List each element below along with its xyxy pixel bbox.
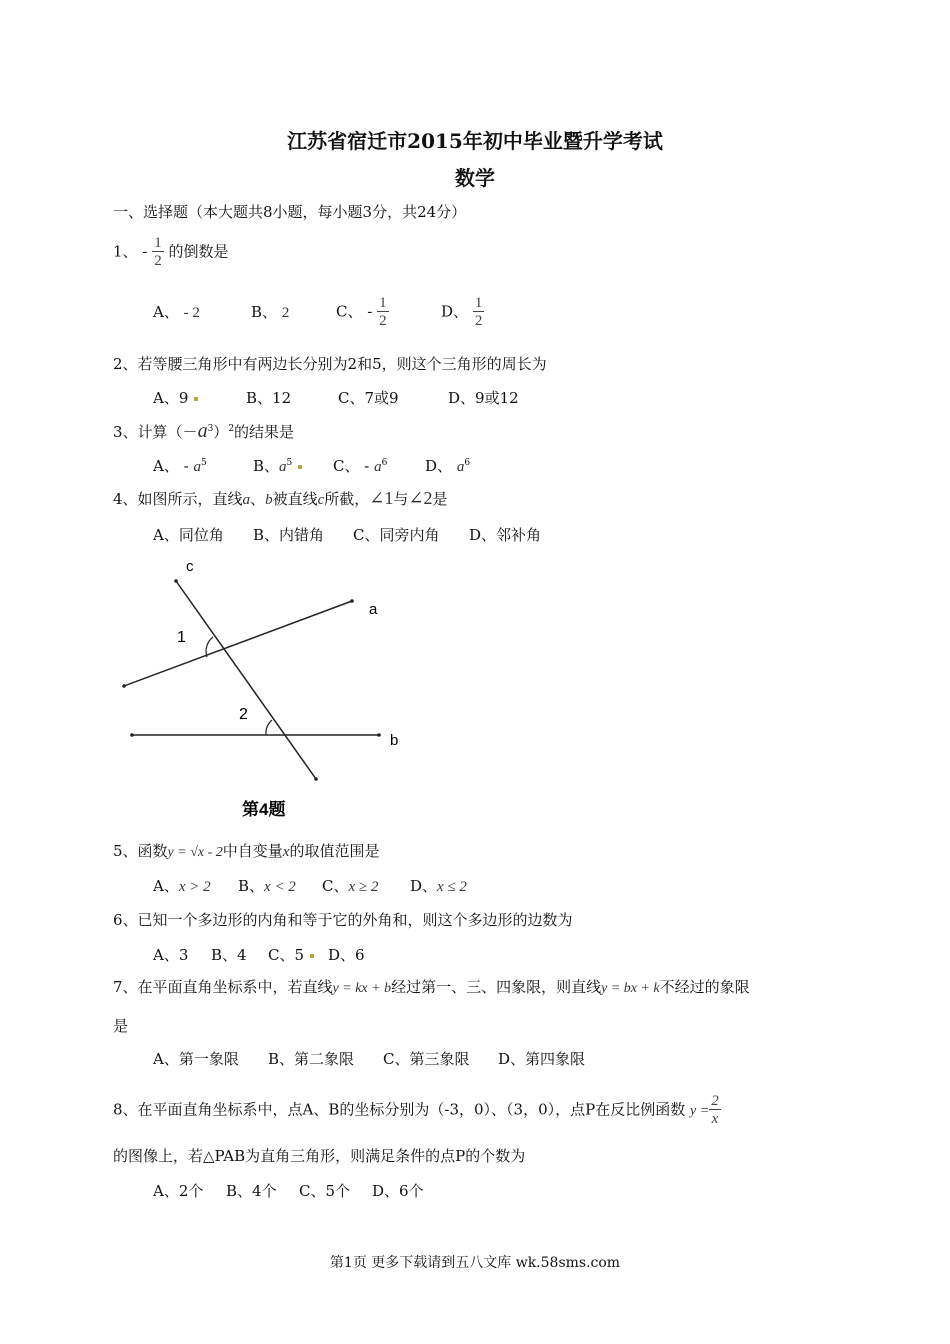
q3-expr-close: ） [213,423,229,441]
point-c-start [314,777,318,781]
q4-var-c: c [317,492,325,508]
q6-mark [310,954,314,958]
q8-continuation: 的图像上，若△PAB为直角三角形，则满足条件的点P的个数为 [113,1147,526,1165]
q4-mid2: 所截， [324,490,370,508]
q5-var: x [282,844,290,860]
q3-expr-outer-exp: 2 [228,424,235,434]
q4-var-b: b [265,492,273,508]
q3-c-exp: 6 [381,458,388,468]
q1-option-a [153,301,251,322]
q5-b-value: x < 2 [264,879,296,895]
q3-a-var: a [193,459,201,475]
q3-option-b [253,455,333,476]
q3-b-label: B、 [253,457,280,475]
q3-d-label: D、 [425,457,453,475]
q3-a-exp: 5 [200,458,207,468]
q4-suffix: 是 [432,490,448,508]
label-a: a [369,601,378,618]
q8-func-lhs: y = [690,1103,710,1119]
q5-c-value: x ≥ 2 [348,879,379,895]
q8-options [153,1180,424,1201]
q3-b-var: a [279,459,287,475]
q3-mark [298,465,302,469]
q2-option-a [153,387,246,408]
q1-b-value: 2 [281,304,290,321]
q6-option-a: A、3 [153,946,189,964]
line-c [176,581,316,779]
q1-b-label: B、 [251,302,278,321]
q2-a-text: A、9 [153,389,189,407]
line-a [124,601,352,686]
q3-b-exp: 5 [286,458,293,468]
q6-option-c [268,944,328,965]
q1-suffix: 的倒数是 [168,242,229,261]
q8-option-d: D、6个 [372,1182,424,1200]
section-heading: 一、选择题（本大题共8小题，每小题3分，共24分） [113,203,467,221]
q4-options [153,524,541,545]
q1-d-fraction [473,296,485,329]
q6-option-d: D、6 [328,946,365,964]
q8-func-num: 2 [711,1093,719,1109]
q7-line1: y = kx + b [332,981,392,996]
q7-option-a: A、第一象限 [153,1050,239,1068]
q1-a-label: A、 [153,302,179,321]
q7-line2: y = bx + k [601,981,660,996]
question-7 [113,976,750,997]
question-8 [113,1094,721,1127]
q4-angle1: ∠1 [369,488,394,508]
q1-option-b [251,301,336,322]
point-c-end [174,579,178,583]
q4-figure [110,555,410,830]
q7-prefix: 7、在平面直角坐标系中，若直线 [113,978,333,996]
q6-options [153,944,365,965]
q5-option-a [153,875,238,896]
q7-suffix: 不经过的象限 [659,978,750,996]
q5-suffix: 的取值范围是 [289,842,380,860]
q1-a-value: - 2 [183,304,200,321]
q2-mark [194,397,198,401]
q4-option-c: C、同旁内角 [353,526,440,544]
q1-c-den: 2 [379,313,387,329]
label-1: 1 [177,629,186,646]
q7-continuation: 是 [113,1017,129,1035]
q1-c-num: 1 [379,295,387,311]
question-2: 2、若等腰三角形中有两边长分别为2和5，则这个三角形的周长为 [113,355,547,373]
q1-fraction [152,236,164,269]
question-5 [113,840,379,861]
question-4 [113,488,447,509]
q7-options [153,1048,585,1069]
q3-option-d [425,455,470,476]
q3-option-a [153,455,253,476]
q1-d-label: D、 [441,302,469,321]
q2-options [153,387,519,408]
q3-expr-open: （－ [167,423,198,441]
point-b-start [130,733,134,737]
q8-option-a: A、2个 [153,1182,204,1200]
question-6: 6、已知一个多边形的内角和等于它的外角和，则这个多边形的边数为 [113,911,573,929]
q7-option-c: C、第三象限 [383,1050,470,1068]
q3-options [153,455,470,476]
q8-option-b: B、4个 [226,1182,277,1200]
q7-option-d: D、第四象限 [498,1050,586,1068]
label-2: 2 [239,706,248,723]
q4-option-d: D、邻补角 [469,526,542,544]
question-3 [113,420,294,443]
q7-mid: 经过第一、三、四象限，则直线 [391,978,602,996]
q3-d-exp: 6 [464,458,471,468]
q4-option-b: B、内错角 [253,526,325,544]
q1-d-num: 1 [474,295,483,311]
q1-c-label: C、 [336,302,363,321]
q1-c-neg: - [367,302,373,321]
q1-frac-den: 2 [154,253,162,269]
question-1 [113,236,228,269]
figure-caption: 第4题 [242,800,286,819]
q4-option-a: A、同位角 [153,526,224,544]
q8-prefix: 8、在平面直角坐标系中，点A、B的坐标分别为（-3，0）、（3，0），点P在反比例函数 [113,1100,686,1119]
q7-option-b: B、第二象限 [268,1050,355,1068]
q1-option-c [336,296,441,329]
q3-c-neg: - [364,457,370,475]
q3-a-neg: - [183,457,189,475]
q5-b-label: B、 [238,877,265,895]
q3-c-label: C、 [333,457,360,475]
point-a-start [122,684,126,688]
q1-options [153,296,484,329]
point-b-end [377,733,381,737]
point-a-end [350,599,354,603]
q5-mid: 中自变量 [222,842,283,860]
q8-fraction [709,1094,721,1127]
q3-expr-exp: 3 [207,424,214,434]
q4-mid: 被直线 [272,490,318,508]
q3-option-c [333,455,425,476]
q5-prefix: 5、函数 [113,842,168,860]
q5-option-b [238,875,322,896]
q8-option-c: C、5个 [299,1182,351,1200]
page-footer: 第1页 更多下载请到五八文库 wk.58sms.com [329,1255,621,1271]
q2-option-d: D、9或12 [448,389,519,407]
q4-var-a: a [242,492,251,508]
label-c: c [186,558,194,575]
q4-prefix: 4、如图所示，直线 [113,490,243,508]
q1-c-fraction [377,296,389,329]
document-title: 江苏省宿迁市2015年初中毕业暨升学考试 [287,129,663,153]
q2-option-b: B、12 [246,389,292,407]
q3-suffix: 的结果是 [234,423,295,441]
q1-prefix: 1、 [113,242,138,261]
q5-c-label: C、 [322,877,349,895]
q5-d-label: D、 [410,877,438,895]
q3-a-label: A、 [153,457,179,475]
q5-a-label: A、 [153,877,179,895]
q5-a-value: x > 2 [178,879,211,895]
q3-c-var: a [374,459,382,475]
q3-prefix: 3、计算 [113,423,168,441]
q5-d-value: x ≤ 2 [437,879,467,895]
q8-func-den: x [709,1109,721,1127]
angle-2-arc [266,720,272,735]
q5-option-c [322,875,410,896]
q5-option-d [410,875,467,896]
q1-neg: - [142,242,148,261]
q6-option-b: B、4 [211,946,247,964]
q1-option-d [441,296,484,329]
q3-expr-var: a [197,420,208,442]
label-b: b [390,732,399,749]
q3-d-var: a [456,459,465,475]
q2-option-c: C、7或9 [338,389,399,407]
q5-func: y = √x - 2 [167,845,223,860]
q6-c-text: C、5 [268,946,305,964]
q4-sep: 、 [250,490,266,508]
q1-d-den: 2 [474,313,483,329]
subject-title: 数学 [455,166,495,190]
q5-options [153,875,467,896]
q4-and: 与 [393,490,409,508]
q4-angle2: ∠2 [408,488,433,508]
q1-frac-num: 1 [154,235,162,251]
